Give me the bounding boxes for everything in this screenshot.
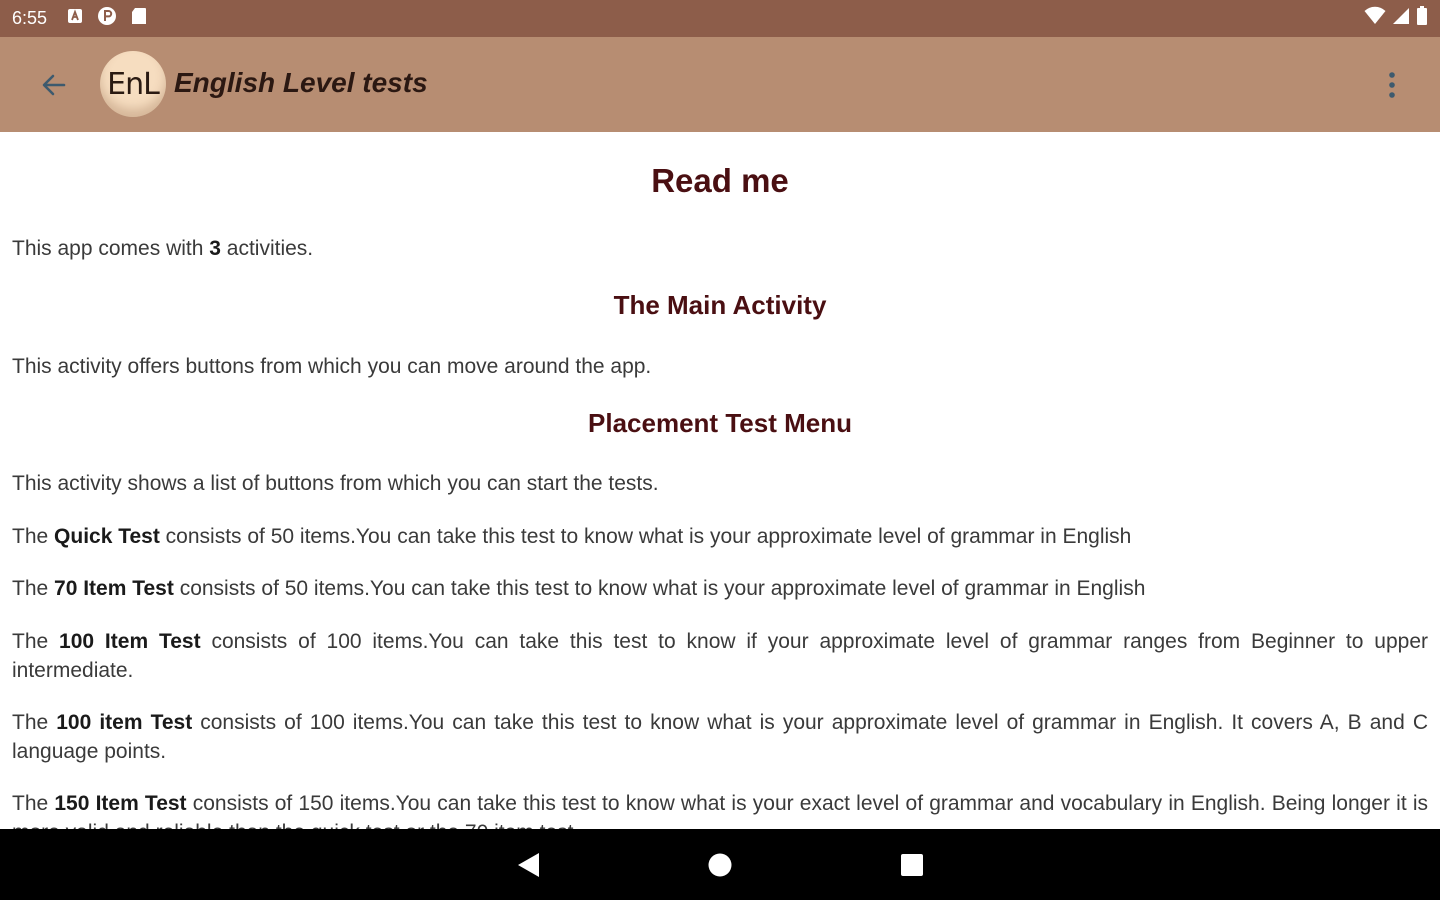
wifi-icon [1364,7,1386,30]
hundred-item-test-abc-paragraph: The 100 item Test consists of 100 items.You can take this test to know what is your approximate level of grammar in English. It covers A, B and C language points. [12,711,1428,763]
app-logo [100,51,166,117]
signal-icon [1392,7,1410,30]
arrow-back-icon [40,71,68,99]
recents-square-icon [899,852,925,878]
overflow-menu-button[interactable] [1372,65,1412,105]
hundred-item-test-paragraph: The 100 Item Test consists of 100 items.You can take this test to know if your approximate level of grammar ranges from Beginner to upper intermediate. [12,630,1428,682]
sd-card-icon [131,7,147,30]
status-bar [0,0,1440,37]
seventy-item-test-paragraph: The 70 Item Test consists of 50 items.You can take this test to know what is your approximate level of grammar in English [12,577,1146,600]
main-activity-heading: The Main Activity [613,290,827,320]
main-activity-text: This activity offers buttons from which you can move around the app. [12,355,652,378]
home-circle-icon [707,852,733,878]
page-title: Read me [651,162,789,199]
system-nav-bar [0,829,1440,900]
status-notifications [67,6,147,31]
app-logo-text: EnL [107,66,159,102]
status-time: 6:55 [12,8,48,28]
back-triangle-icon [515,851,541,879]
nav-home-button[interactable] [702,847,738,883]
nav-recents-button[interactable] [894,847,930,883]
placement-menu-heading: Placement Test Menu [588,408,852,438]
battery-icon [1416,6,1428,31]
nav-back-button[interactable] [510,847,546,883]
status-system [1364,6,1428,31]
app-bar [0,37,1440,132]
p-notification-icon [97,6,117,31]
app-title: English Level tests [174,67,428,98]
quick-test-paragraph: The Quick Test consists of 50 items.You can take this test to know what is your approximate level of grammar in English [12,525,1132,548]
more-vert-icon [1388,71,1396,99]
readme-content[interactable] [0,132,1440,829]
hundred-fifty-item-test-paragraph: The 150 Item Test consists of 150 items.You can take this test to know what is your exact level of grammar and vocabulary in English. Being longer it is [12,792,1428,815]
intro-paragraph: This app comes with 3 activities. [12,237,314,260]
placement-menu-text: This activity shows a list of buttons from which you can start the tests. [12,472,659,495]
back-button[interactable] [34,65,74,105]
a-notification-icon [67,8,83,29]
